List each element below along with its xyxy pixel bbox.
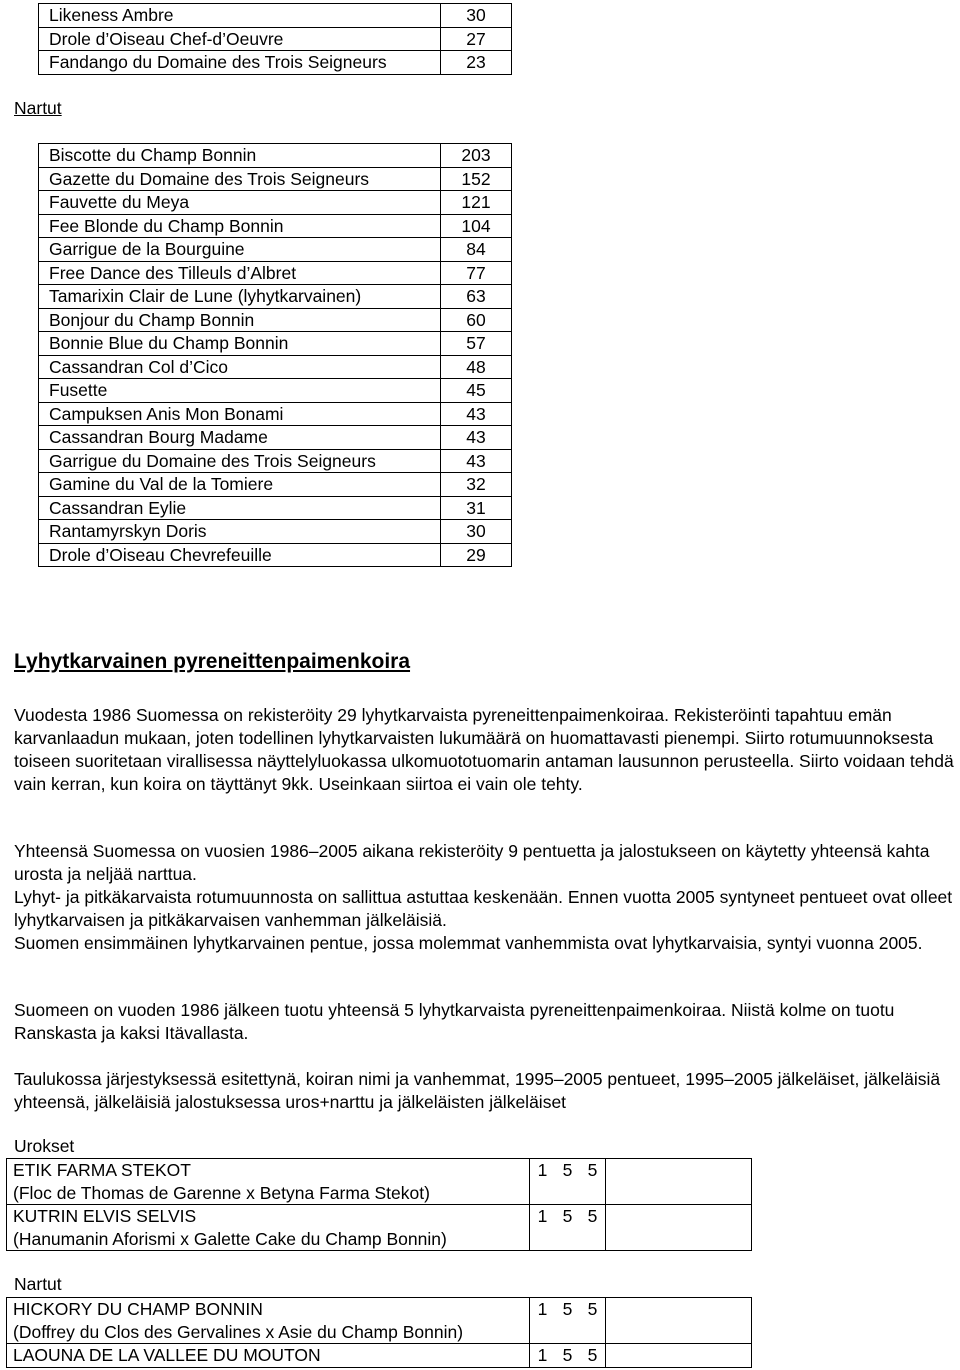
table-row: [39, 238, 512, 262]
offspring-total: 5: [580, 1159, 606, 1205]
table-row: [39, 144, 512, 168]
count-value: 43: [441, 426, 512, 450]
dog-cell: [7, 1205, 530, 1251]
table-row: [39, 51, 512, 75]
nartut-label: Nartut: [14, 1274, 62, 1294]
count-value: 84: [441, 238, 512, 262]
paragraph-registration: Vuodesta 1986 Suomessa on rekisteröity 29 lyhytkarvaista pyreneittenpaimenkoiraa. Rekisteröinti tapahtuu emän karvanlaadun mukaan, joten todellinen lyhytkarvaisten lukumäärä on huomattavasti pienempi. Siirto rotumuunnoksesta toiseen suoritetaan virallisessa näyttelyluokassa ulkomuototuomarin antaman lausunnon perusteella. Siirto voidaan tehdä vain kerran, kun koira on täyttänyt 9kk. Useinkaan siirtoa ei vain ole tehty.: [14, 705, 954, 794]
table-row: [39, 426, 512, 450]
nartut-offspring-table: [6, 1297, 752, 1368]
top-ranking-table: [38, 3, 512, 75]
urokset-label: Urokset: [14, 1136, 75, 1156]
count-value: 45: [441, 379, 512, 403]
dog-name: Fusette: [39, 379, 441, 403]
count-value: 203: [441, 144, 512, 168]
empty-cells: [606, 1298, 752, 1344]
empty-cells: [606, 1159, 752, 1205]
paragraph-block-litters: [14, 840, 958, 955]
offspring-total: 5: [580, 1205, 606, 1251]
dog-name: Biscotte du Champ Bonnin: [39, 144, 441, 168]
table-row: [7, 1205, 752, 1251]
count-value: 48: [441, 355, 512, 379]
dog-name: Free Dance des Tilleuls d’Albret: [39, 261, 441, 285]
dog-name: Garrigue du Domaine des Trois Seigneurs: [39, 449, 441, 473]
dog-name: Garrigue de la Bourguine: [39, 238, 441, 262]
count-value: 27: [441, 27, 512, 51]
dog-parents: (Hanumanin Aforismi x Galette Cake du Champ Bonnin): [13, 1228, 447, 1249]
count-value: 31: [441, 496, 512, 520]
paragraph-table-legend: Taulukossa järjestyksessä esitettynä, koiran nimi ja vanhemmat, 1995–2005 pentueet, 1995–2005 jälkeläiset, jälkeläisiä yhteensä, jälkeläisiä jalostuksessa uros+narttu ja jälkeläisten jälkeläiset: [14, 1069, 941, 1112]
table-row: [39, 308, 512, 332]
count-value: 43: [441, 402, 512, 426]
dog-name: HICKORY DU CHAMP BONNIN: [13, 1299, 263, 1319]
dog-name: Fee Blonde du Champ Bonnin: [39, 214, 441, 238]
paragraph-imports: Suomeen on vuoden 1986 jälkeen tuotu yhteensä 5 lyhytkarvaista pyreneittenpaimenkoiraa. Niistä kolme on tuotu Ranskasta ja kaksi Itävallasta.: [14, 1000, 895, 1043]
count-value: 29: [441, 543, 512, 567]
dog-name: Cassandran Bourg Madame: [39, 426, 441, 450]
paragraph-litters: Yhteensä Suomessa on vuosien 1986–2005 aikana rekisteröity 9 pentuetta ja jalostukseen on käytetty yhteensä kahta urosta ja neljää narttua.: [14, 841, 930, 884]
dog-name: Likeness Ambre: [39, 4, 441, 28]
table-row: [39, 449, 512, 473]
empty-cells: [606, 1205, 752, 1251]
table-row: [39, 191, 512, 215]
count-value: 77: [441, 261, 512, 285]
table-row: [39, 27, 512, 51]
table-row: [39, 4, 512, 28]
dog-name: KUTRIN ELVIS SELVIS: [13, 1206, 197, 1226]
dog-name: Fauvette du Meya: [39, 191, 441, 215]
paragraph-crossbreeding: Lyhyt- ja pitkäkarvaista rotumuunnosta on sallittua astuttaa keskenään. Ennen vuotta 2005 syntyneet pentueet ovat olleet lyhytkarvaisen ja pitkäkarvaisen vanhemman jälkeläisiä.: [14, 887, 953, 930]
offspring-count: 5: [555, 1205, 580, 1251]
dog-name: Rantamyrskyn Doris: [39, 520, 441, 544]
count-value: 57: [441, 332, 512, 356]
dog-name: Cassandran Eylie: [39, 496, 441, 520]
dog-name: Drole d’Oiseau Chef-d’Oeuvre: [39, 27, 441, 51]
count-value: 23: [441, 51, 512, 75]
dog-name: Tamarixin Clair de Lune (lyhytkarvainen): [39, 285, 441, 309]
dog-name: ETIK FARMA STEKOT: [13, 1160, 191, 1180]
table-row: [39, 473, 512, 497]
count-value: 121: [441, 191, 512, 215]
count-value: 104: [441, 214, 512, 238]
dog-name: Cassandran Col d’Cico: [39, 355, 441, 379]
count-value: 32: [441, 473, 512, 497]
nartut-ranking-table: [38, 143, 512, 567]
count-value: 30: [441, 4, 512, 28]
table-row: [39, 402, 512, 426]
table-row: [39, 543, 512, 567]
count-value: 63: [441, 285, 512, 309]
litters-count: 1: [530, 1344, 556, 1368]
dog-name: Gazette du Domaine des Trois Seigneurs: [39, 167, 441, 191]
paragraph-first-litter: Suomen ensimmäinen lyhytkarvainen pentue, jossa molemmat vanhemmista ovat lyhytkarvaisia, syntyi vuonna 2005.: [14, 933, 923, 953]
table-row: [39, 520, 512, 544]
table-row: [39, 355, 512, 379]
offspring-total: 5: [580, 1344, 606, 1368]
count-value: 60: [441, 308, 512, 332]
empty-cells: [606, 1344, 752, 1368]
dog-name: Gamine du Val de la Tomiere: [39, 473, 441, 497]
urokset-table: [6, 1158, 752, 1251]
count-value: 152: [441, 167, 512, 191]
litters-count: 1: [530, 1298, 556, 1344]
table-row: [39, 261, 512, 285]
table-row: [39, 379, 512, 403]
dog-parents: (Doffrey du Clos des Gervalines x Asie du Champ Bonnin): [13, 1321, 464, 1342]
dog-name: LAOUNA DE LA VALLEE DU MOUTON: [13, 1345, 321, 1365]
dog-cell: [7, 1298, 530, 1344]
table-row: [39, 167, 512, 191]
dog-name: Bonjour du Champ Bonnin: [39, 308, 441, 332]
offspring-count: 5: [555, 1344, 580, 1368]
dog-name: Bonnie Blue du Champ Bonnin: [39, 332, 441, 356]
litters-count: 1: [530, 1205, 556, 1251]
table-row: [39, 285, 512, 309]
table-row: [7, 1344, 752, 1368]
table-row: [7, 1298, 752, 1344]
nartut-heading: Nartut: [14, 98, 62, 118]
table-row: [7, 1159, 752, 1205]
offspring-total: 5: [580, 1298, 606, 1344]
dog-cell: [7, 1159, 530, 1205]
dog-cell: [7, 1344, 530, 1368]
table-row: [39, 332, 512, 356]
count-value: 43: [441, 449, 512, 473]
dog-name: Fandango du Domaine des Trois Seigneurs: [39, 51, 441, 75]
section-title: Lyhytkarvainen pyreneittenpaimenkoira: [14, 650, 411, 673]
table-row: [39, 496, 512, 520]
offspring-count: 5: [555, 1159, 580, 1205]
dog-name: Campuksen Anis Mon Bonami: [39, 402, 441, 426]
litters-count: 1: [530, 1159, 556, 1205]
dog-name: Drole d’Oiseau Chevrefeuille: [39, 543, 441, 567]
count-value: 30: [441, 520, 512, 544]
dog-parents: (Floc de Thomas de Garenne x Betyna Farma Stekot): [13, 1182, 430, 1203]
table-row: [39, 214, 512, 238]
offspring-count: 5: [555, 1298, 580, 1344]
